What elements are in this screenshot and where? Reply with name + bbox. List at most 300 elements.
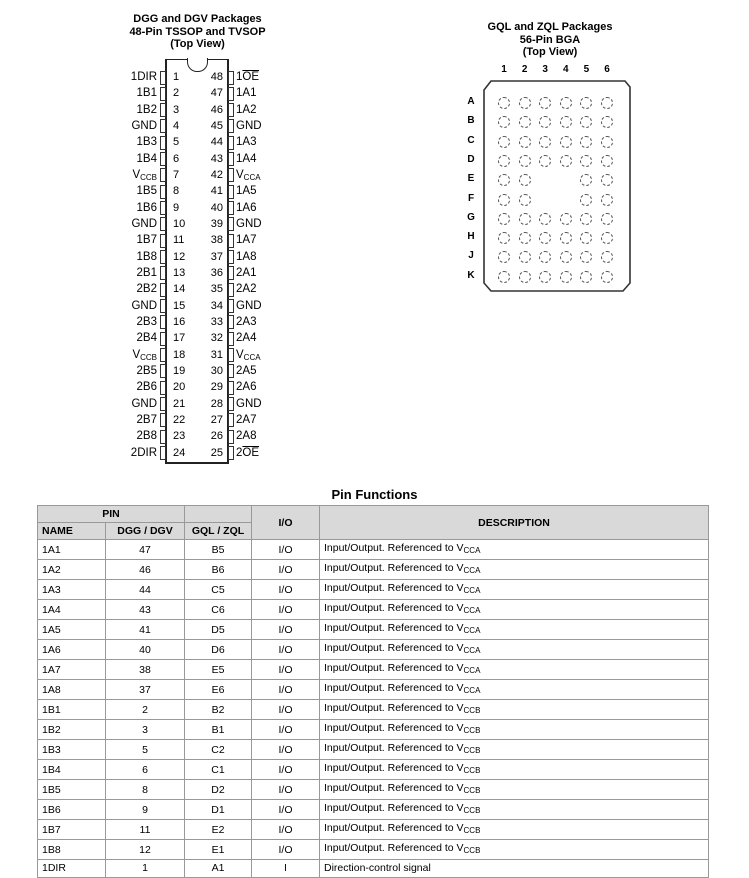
- cell-gql: C6: [185, 600, 252, 620]
- pin-number: 32: [210, 332, 223, 345]
- pin-name: [236, 233, 256, 247]
- pin-name: [236, 201, 256, 215]
- pin-name: [236, 331, 256, 345]
- pin-name: [236, 299, 262, 313]
- bga-ball: [498, 194, 510, 206]
- bga-ball: [601, 155, 613, 167]
- pin-name-text: GND: [131, 299, 157, 312]
- pin-tab: [228, 413, 234, 427]
- pin-number: 31: [210, 348, 223, 361]
- cell-dgg: 8: [106, 780, 185, 800]
- cell-dgg: 46: [106, 560, 185, 580]
- description-subscript: CCB: [463, 786, 481, 795]
- pin-tab: [228, 332, 234, 346]
- bga-ball: [539, 155, 551, 167]
- pin-name-text: $\overline{OE}$: [242, 71, 260, 83]
- pin-tab: [228, 185, 234, 199]
- pin-tab: [160, 217, 166, 231]
- table-row: [38, 720, 709, 740]
- bga-ball: [580, 271, 592, 283]
- bga-title-line: 56-Pin BGA: [519, 33, 581, 46]
- cell-description: [320, 580, 709, 600]
- pin-name-text: 2B2: [136, 283, 157, 296]
- cell-gql: E6: [185, 680, 252, 700]
- description-text: Input/Output. Referenced to V: [324, 642, 464, 654]
- pin-name-text: 1A2: [236, 103, 257, 116]
- description-text: Input/Output. Referenced to V: [324, 722, 464, 734]
- bga-ball: [498, 271, 510, 283]
- description-text: Input/Output. Referenced to V: [324, 702, 464, 714]
- bga-ball: [498, 97, 510, 109]
- bga-ball: [519, 213, 531, 225]
- pin-number: 19: [173, 364, 186, 377]
- pin-number: 46: [210, 103, 223, 116]
- cell-description: [320, 640, 709, 660]
- pin-tab: [228, 283, 234, 297]
- cell-description: [320, 780, 709, 800]
- pin-name: [97, 364, 157, 378]
- cell-description: [320, 800, 709, 820]
- pin-name-text: 1A1: [236, 87, 257, 100]
- pin-number: 24: [173, 446, 186, 459]
- cell-gql: A1: [185, 860, 252, 878]
- pin-name: [97, 217, 157, 231]
- table-row: [38, 540, 709, 560]
- pin-name: [97, 331, 157, 345]
- cell-description: [320, 840, 709, 860]
- pin-tab: [228, 348, 234, 362]
- bga-column-label: 5: [583, 64, 590, 75]
- description-subscript: CCA: [463, 566, 481, 575]
- pin-name: [97, 429, 157, 443]
- pin-name: [97, 201, 157, 215]
- pin-name: [236, 315, 256, 329]
- cell-dgg: 43: [106, 600, 185, 620]
- pin-name-prefix: 2: [236, 446, 243, 459]
- pin-name-text: 1B4: [136, 152, 157, 165]
- pin-tab: [160, 332, 166, 346]
- bga-ball: [498, 232, 510, 244]
- pin-tab: [160, 168, 166, 182]
- description-text: Input/Output. Referenced to V: [324, 742, 464, 754]
- bga-row-label: D: [467, 153, 475, 165]
- pin-name: [97, 413, 157, 427]
- cell-name: 1B1: [38, 700, 106, 720]
- cell-name: 1B2: [38, 720, 106, 740]
- pin-tab: [228, 250, 234, 264]
- pin-tab: [160, 103, 166, 117]
- pin-tab: [228, 381, 234, 395]
- pin-number: 8: [173, 185, 180, 198]
- pin-number: 36: [210, 266, 223, 279]
- bga-ball: [539, 213, 551, 225]
- pin-name: [236, 413, 256, 427]
- pin-tab: [160, 201, 166, 215]
- pin-name-text: 2A3: [236, 315, 257, 328]
- description-subscript: CCB: [463, 846, 481, 855]
- bga-column-label: 3: [542, 64, 548, 75]
- pin-tab: [160, 266, 166, 280]
- pin-tab: [228, 136, 234, 150]
- cell-gql: C2: [185, 740, 252, 760]
- pin-number: 23: [173, 430, 186, 443]
- cell-description: [320, 860, 709, 878]
- pin-tab: [228, 430, 234, 444]
- description-subscript: CCB: [463, 806, 481, 815]
- pin-number: 4: [173, 119, 180, 132]
- bga-row-label: C: [467, 134, 475, 146]
- cell-gql: C1: [185, 760, 252, 780]
- table-row: [38, 740, 709, 760]
- pin-tab: [228, 168, 234, 182]
- pin-name-text: 2A2: [236, 283, 257, 296]
- pin-name-text: 1B7: [136, 234, 157, 247]
- cell-io: I/O: [252, 620, 320, 640]
- header-name: NAME: [38, 523, 106, 540]
- pin-name-text: 1B3: [136, 136, 157, 149]
- bga-row-label: E: [467, 173, 475, 185]
- pin-name: [97, 250, 157, 264]
- pin-name-text: V: [236, 348, 244, 361]
- pin-name: [97, 233, 157, 247]
- pin-name-text: 2B3: [136, 315, 157, 328]
- pin-name-text: $\overline{OE}$: [242, 446, 260, 459]
- pin-number: 26: [210, 430, 223, 443]
- pin-tab: [228, 299, 234, 313]
- cell-name: 1B3: [38, 740, 106, 760]
- bga-ball: [539, 271, 551, 283]
- pin-name-text: GND: [131, 119, 157, 132]
- pin-number: 27: [210, 413, 223, 426]
- pin-tab: [228, 446, 234, 460]
- pin-tab: [160, 315, 166, 329]
- pin-number: 25: [210, 446, 223, 459]
- cell-io: I/O: [252, 680, 320, 700]
- table-row: [38, 820, 709, 840]
- pin-number: 45: [210, 119, 223, 132]
- cell-io: I/O: [252, 820, 320, 840]
- pin-number: 7: [173, 168, 180, 181]
- pin-number: 37: [210, 250, 223, 263]
- pin-name-text: 2B5: [136, 364, 157, 377]
- tssop-title-line: 48-Pin TSSOP and TVSOP: [129, 25, 266, 38]
- cell-gql: B5: [185, 540, 252, 560]
- pin-name-text: 1DIR: [130, 71, 157, 83]
- table-title: Pin Functions: [331, 487, 418, 502]
- cell-description: [320, 700, 709, 720]
- table-body: [38, 540, 709, 878]
- bga-column-label: 2: [521, 64, 528, 75]
- pin-number: 15: [173, 299, 186, 312]
- bga-title: [470, 21, 630, 59]
- table-row: [38, 640, 709, 660]
- pin-name: [97, 119, 157, 133]
- pin-name: [236, 446, 259, 460]
- description-text: Input/Output. Referenced to V: [324, 662, 464, 674]
- cell-io: I/O: [252, 800, 320, 820]
- bga-title-line: (Top View): [522, 46, 578, 58]
- pin-name: [236, 86, 256, 100]
- table-row: [38, 700, 709, 720]
- description-text: Input/Output. Referenced to V: [324, 622, 464, 634]
- pin-number: 33: [210, 315, 223, 328]
- cell-io: I/O: [252, 640, 320, 660]
- pin-number: 35: [210, 283, 223, 296]
- pin-name-text: 2A4: [236, 332, 257, 345]
- pin-name-text: 1A4: [236, 152, 257, 165]
- pin-name: [236, 103, 256, 117]
- cell-gql: B1: [185, 720, 252, 740]
- pin-number: 13: [173, 266, 186, 279]
- pin-name: [97, 380, 157, 394]
- description-subscript: CCA: [463, 686, 481, 695]
- pin-tab: [160, 348, 166, 362]
- pin-number: 12: [173, 250, 186, 263]
- bga-ball: [601, 232, 613, 244]
- table-row: [38, 840, 709, 860]
- bga-ball: [560, 232, 572, 244]
- pin-tab: [160, 185, 166, 199]
- pin-name: [236, 348, 261, 365]
- pin-name-text: 1A6: [236, 201, 257, 214]
- pin-name: [97, 282, 157, 296]
- cell-gql: D6: [185, 640, 252, 660]
- pin-name-text: 2B8: [136, 430, 157, 443]
- pin-tab: [160, 364, 166, 378]
- pin-number: 28: [210, 397, 223, 410]
- cell-name: 1A5: [38, 620, 106, 640]
- pin-tab: [228, 217, 234, 231]
- cell-name: 1A2: [38, 560, 106, 580]
- description-subscript: CCB: [463, 706, 481, 715]
- pin-name-text: V: [132, 348, 141, 361]
- pin-name: [97, 86, 157, 100]
- cell-description: [320, 600, 709, 620]
- tssop-title-line: (Top View): [170, 38, 225, 50]
- bga-ball: [560, 213, 572, 225]
- table-row: [38, 580, 709, 600]
- bga-row-label: B: [467, 115, 475, 127]
- cell-gql: D1: [185, 800, 252, 820]
- pin-name-text: GND: [131, 217, 157, 230]
- table-row: [38, 780, 709, 800]
- cell-name: 1DIR: [38, 860, 106, 878]
- pin-number: 29: [210, 381, 223, 394]
- cell-name: 1A3: [38, 580, 106, 600]
- pin-tab: [228, 87, 234, 101]
- pin-name-text: 1A7: [236, 234, 257, 247]
- bga-ball: [601, 136, 613, 148]
- bga-column-label: 4: [563, 64, 569, 75]
- pin-tab: [160, 87, 166, 101]
- cell-dgg: 1: [106, 860, 185, 878]
- cell-name: 1A6: [38, 640, 106, 660]
- pin-name: [97, 168, 157, 185]
- pin-name-text: 2A5: [236, 364, 257, 377]
- pin-name-text: 1A3: [236, 136, 257, 149]
- pin-name-text: GND: [236, 119, 262, 132]
- pin-name: [236, 364, 256, 378]
- pin-number: 41: [210, 185, 223, 198]
- description-subscript: CCA: [463, 606, 481, 615]
- pin-tab: [228, 103, 234, 117]
- pin-number: 47: [210, 87, 223, 100]
- cell-io: I/O: [252, 580, 320, 600]
- pin-name-text: 1B2: [136, 103, 157, 116]
- pin-tab: [228, 71, 234, 85]
- header-blank: [185, 506, 252, 523]
- cell-gql: E2: [185, 820, 252, 840]
- cell-gql: B6: [185, 560, 252, 580]
- table-row: [38, 760, 709, 780]
- pin-name-text: GND: [131, 397, 157, 410]
- cell-io: I/O: [252, 720, 320, 740]
- bga-row-label: K: [467, 269, 475, 281]
- pin-number: 2: [173, 87, 180, 100]
- pin-number: 17: [173, 332, 186, 345]
- cell-description: [320, 560, 709, 580]
- pin-number: 3: [173, 103, 180, 116]
- description-subscript: CCB: [463, 766, 481, 775]
- cell-name: 1A8: [38, 680, 106, 700]
- cell-description: [320, 760, 709, 780]
- cell-gql: D5: [185, 620, 252, 640]
- pin-name: [236, 250, 256, 264]
- header-description: DESCRIPTION: [320, 506, 709, 540]
- description-text: Input/Output. Referenced to V: [324, 562, 464, 574]
- description-text: Input/Output. Referenced to V: [324, 802, 464, 814]
- pin-number: 43: [210, 152, 223, 165]
- description-text: Direction-control signal: [324, 862, 431, 875]
- pin-name-text: 2A1: [236, 266, 257, 279]
- cell-io: I/O: [252, 600, 320, 620]
- pin-name-text: 2A8: [236, 430, 257, 443]
- cell-dgg: 37: [106, 680, 185, 700]
- pin-tab: [228, 364, 234, 378]
- table-row: [38, 620, 709, 640]
- cell-dgg: 47: [106, 540, 185, 560]
- cell-dgg: 3: [106, 720, 185, 740]
- description-subscript: CCB: [463, 746, 481, 755]
- pin-tab: [228, 152, 234, 166]
- cell-dgg: 12: [106, 840, 185, 860]
- description-text: Input/Output. Referenced to V: [324, 542, 464, 554]
- cell-description: [320, 740, 709, 760]
- pin-name-text: 2B4: [136, 332, 157, 345]
- table-row: [38, 660, 709, 680]
- pin-name: [97, 299, 157, 313]
- pin-number: 42: [210, 168, 223, 181]
- pin-name-text: GND: [236, 217, 262, 230]
- pin-tab: [228, 234, 234, 248]
- bga-row-label: A: [467, 96, 475, 107]
- bga-ball: [580, 136, 592, 148]
- bga-ball: [519, 116, 531, 128]
- description-text: Input/Output. Referenced to V: [324, 822, 464, 834]
- pin-tab: [160, 299, 166, 313]
- bga-column-label: 1: [501, 64, 507, 75]
- pin-functions-table: [37, 505, 709, 878]
- table-row: [38, 600, 709, 620]
- pin-name-text: 1B5: [136, 185, 157, 198]
- pin-tab: [228, 201, 234, 215]
- cell-io: I/O: [252, 760, 320, 780]
- pin-tab: [228, 315, 234, 329]
- pin-name: [236, 70, 259, 84]
- cell-name: 1B8: [38, 840, 106, 860]
- cell-dgg: 44: [106, 580, 185, 600]
- pin-number: 48: [210, 71, 223, 83]
- description-text: Input/Output. Referenced to V: [324, 842, 464, 854]
- cell-io: I/O: [252, 840, 320, 860]
- pin-name: [236, 135, 256, 149]
- cell-dgg: 40: [106, 640, 185, 660]
- cell-gql: E1: [185, 840, 252, 860]
- cell-dgg: 5: [106, 740, 185, 760]
- cell-name: 1B6: [38, 800, 106, 820]
- description-text: Input/Output. Referenced to V: [324, 782, 464, 794]
- cell-io: I/O: [252, 660, 320, 680]
- pin-number: 22: [173, 413, 186, 426]
- bga-ball: [601, 213, 613, 225]
- pin-number: 20: [173, 381, 186, 394]
- bga-ball: [560, 155, 572, 167]
- cell-description: [320, 620, 709, 640]
- pin-name-text: 1A5: [236, 185, 257, 198]
- cell-description: [320, 820, 709, 840]
- table-row: [38, 680, 709, 700]
- pin-name-text: GND: [236, 299, 262, 312]
- cell-dgg: 38: [106, 660, 185, 680]
- header-io: I/O: [252, 506, 320, 540]
- bga-row-label: J: [468, 250, 474, 262]
- pin-name: [236, 282, 256, 296]
- pin-name: [236, 266, 256, 280]
- bga-ball: [560, 116, 572, 128]
- pin-name: [97, 348, 157, 365]
- cell-dgg: 6: [106, 760, 185, 780]
- pin-name-prefix: 1: [236, 71, 243, 83]
- pin-number: 40: [210, 201, 223, 214]
- bga-ball: [519, 232, 531, 244]
- description-subscript: CCA: [463, 626, 481, 635]
- description-text: Input/Output. Referenced to V: [324, 582, 464, 594]
- tssop-title: [110, 13, 285, 51]
- bga-row-label: G: [467, 211, 475, 223]
- bga-ball: [519, 136, 531, 148]
- pin-number: 38: [210, 234, 223, 247]
- cell-name: 1B7: [38, 820, 106, 840]
- bga-row-label: F: [467, 192, 475, 204]
- pin-name-text: 2B6: [136, 381, 157, 394]
- cell-name: 1A4: [38, 600, 106, 620]
- table-row: [38, 800, 709, 820]
- cell-gql: D2: [185, 780, 252, 800]
- tssop-title-line: DGG and DGV Packages: [133, 13, 262, 25]
- pin-name-text: 2A7: [236, 413, 257, 426]
- pin-name-subscript: CCB: [140, 172, 157, 182]
- cell-name: 1B5: [38, 780, 106, 800]
- pin-name-text: 1B1: [136, 87, 157, 100]
- pin-name: [97, 135, 157, 149]
- pin-number: 30: [210, 364, 223, 377]
- pin-name: [236, 397, 262, 411]
- pin-name-text: 1B6: [136, 201, 157, 214]
- pin-name-text: V: [236, 168, 244, 181]
- bga-ball: [519, 174, 531, 186]
- pin-tab: [160, 152, 166, 166]
- cell-io: I/O: [252, 560, 320, 580]
